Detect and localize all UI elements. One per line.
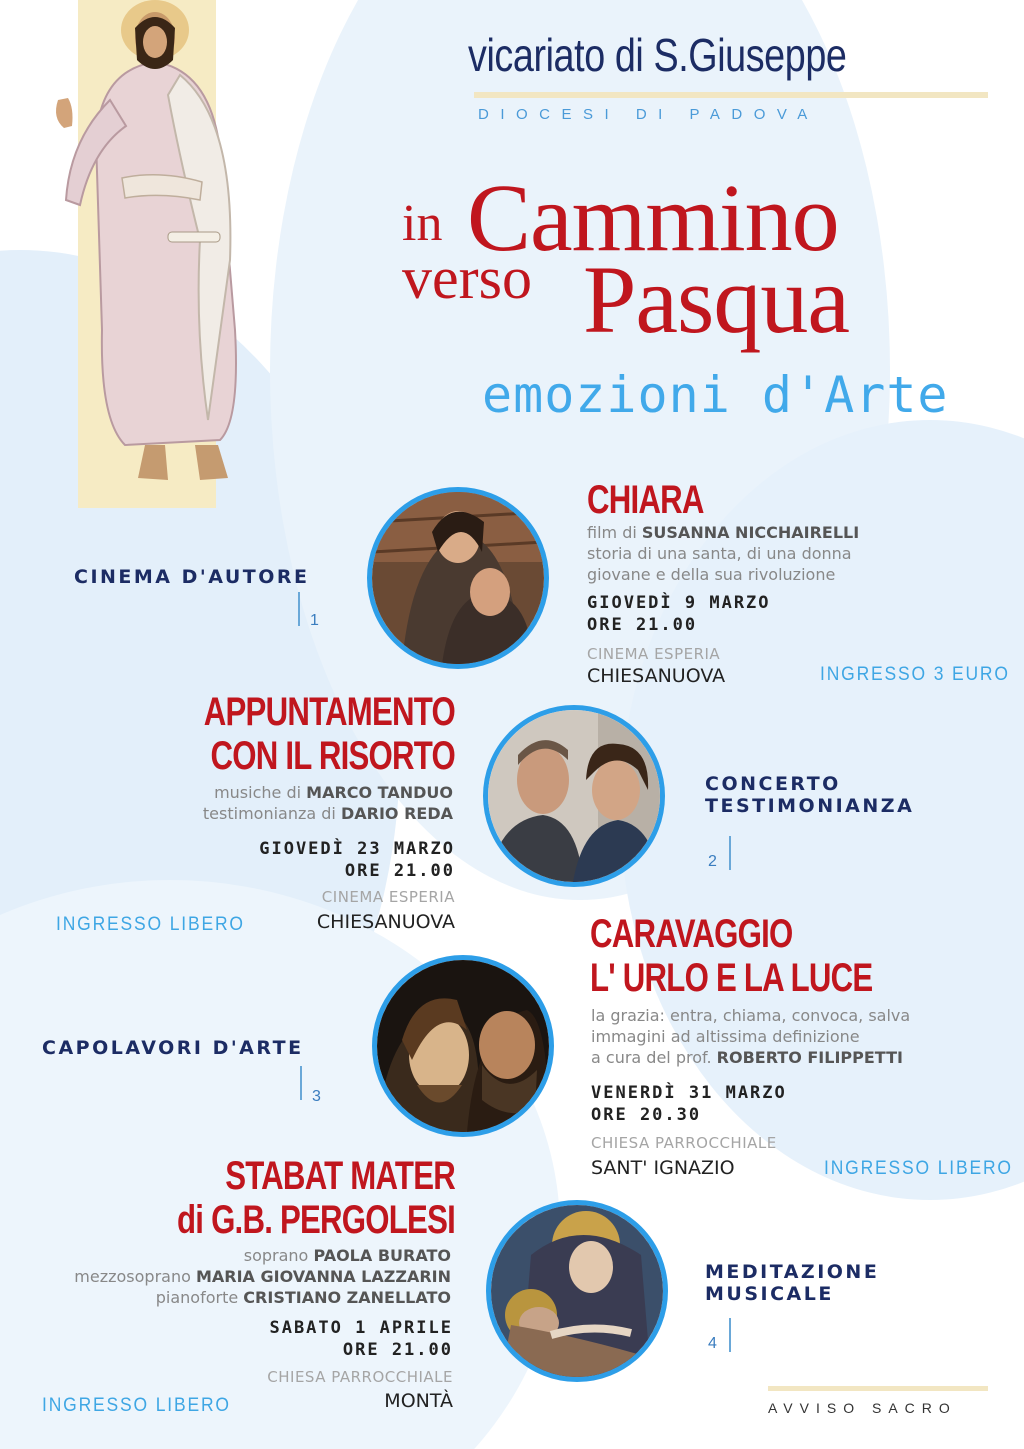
event-4-title-1: STABAT MATER: [225, 1154, 455, 1198]
hero-word-cammino: Cammino: [467, 164, 839, 271]
event-4-desc-1: [0, 1245, 451, 1266]
event-2-musician: MARCO TANDUO: [306, 783, 453, 802]
event-1-desc-3: giovane e della sua rivoluzione: [587, 565, 836, 584]
event-2-photo: [483, 705, 665, 887]
footer-label: AVVISO SACRO: [768, 1400, 957, 1416]
event-1-number: 1: [310, 612, 319, 629]
event-4-date: SABATO 1 APRILE: [269, 1318, 453, 1338]
event-3-date: VENERDÌ 31 MARZO: [591, 1083, 787, 1103]
event-1-category: CINEMA D'AUTORE: [74, 566, 310, 588]
footer-rule: [768, 1386, 988, 1391]
event-4-mezzosoprano: MARIA GIOVANNA LAZZARIN: [195, 1267, 451, 1286]
event-3-time: ORE 20.30: [591, 1105, 702, 1125]
event-3-photo: [372, 955, 554, 1137]
event-1-venue: CHIESANUOVA: [587, 665, 726, 687]
event-3-entry: INGRESSO LIBERO: [824, 1158, 1013, 1179]
event-2-category-2: TESTIMONIANZA: [705, 795, 915, 817]
event-2-time: ORE 21.00: [344, 861, 455, 881]
event-2-venue: CHIESANUOVA: [316, 911, 455, 933]
event-1-venue-type: CINEMA ESPERIA: [587, 645, 721, 663]
event-2-date: GIOVEDÌ 23 MARZO: [259, 839, 455, 859]
event-4-venue: MONTÀ: [384, 1390, 453, 1412]
event-2-witness: DARIO REDA: [340, 804, 453, 823]
event-1-desc-1: [587, 522, 859, 543]
hero-tagline: emozioni d'Arte: [482, 366, 949, 424]
event-1-date: GIOVEDÌ 9 MARZO: [587, 593, 771, 613]
event-2-divider: [729, 836, 731, 870]
event-3-desc-2: immagini ad altissima definizione: [591, 1027, 860, 1046]
event-4-category-1: MEDITAZIONE: [705, 1261, 880, 1283]
event-2-title-2: CON IL RISORTO: [210, 734, 455, 778]
event-4-desc-3: [0, 1287, 451, 1308]
header-subtitle: DIOCESI DI PADOVA: [478, 106, 819, 123]
event-1-divider: [298, 592, 300, 626]
header-title: vicariato di S.Giuseppe: [468, 29, 847, 81]
event-1-director: SUSANNA NICCHAIRELLI: [641, 523, 860, 542]
event-3-venue-type: CHIESA PARROCCHIALE: [591, 1134, 777, 1152]
event-4-entry: INGRESSO LIBERO: [42, 1395, 231, 1416]
hero-word-in: in: [402, 195, 443, 252]
event-4-desc-1-pre: soprano: [243, 1246, 314, 1265]
event-4-venue-type: CHIESA PARROCCHIALE: [267, 1368, 453, 1386]
event-3-desc-3-pre: a cura del prof.: [591, 1048, 717, 1067]
event-4-desc-2-pre: mezzosoprano: [74, 1267, 196, 1286]
event-3-title-2: L' URLO E LA LUCE: [590, 956, 873, 1000]
event-1-title: CHIARA: [587, 478, 704, 522]
event-1-time: ORE 21.00: [587, 615, 698, 635]
event-3-divider: [300, 1066, 302, 1100]
header-rule: [474, 92, 988, 98]
hero-word-pasqua: Pasqua: [583, 246, 849, 353]
event-2-category-1: CONCERTO: [705, 773, 841, 795]
event-2-title-1: APPUNTAMENTO: [203, 690, 455, 734]
event-1-photo: [367, 487, 549, 669]
event-2-entry: INGRESSO LIBERO: [56, 914, 245, 935]
event-2-desc-1-pre: musiche di: [214, 783, 307, 802]
event-4-time: ORE 21.00: [342, 1340, 453, 1360]
event-3-category: CAPOLAVORI D'ARTE: [42, 1037, 304, 1059]
event-4-soprano: PAOLA BURATO: [313, 1246, 451, 1265]
event-3-desc-3: [591, 1047, 903, 1068]
event-4-divider: [729, 1318, 731, 1352]
event-2-desc-2: [0, 803, 453, 824]
event-4-photo: [486, 1200, 668, 1382]
hero-word-verso: verso: [402, 245, 532, 311]
event-4-desc-3-pre: pianoforte: [155, 1288, 244, 1307]
event-3-number: 3: [312, 1088, 321, 1105]
event-2-desc-1: [0, 782, 453, 803]
christ-figure-icon: [30, 0, 260, 495]
event-1-desc-2: storia di una santa, di una donna: [587, 544, 852, 563]
event-2-venue-type: CINEMA ESPERIA: [321, 888, 455, 906]
event-1-desc-1-pre: film di: [587, 523, 642, 542]
event-4-number: 4: [708, 1335, 717, 1352]
event-4-title-2: di G.B. PERGOLESI: [177, 1198, 455, 1242]
event-2-number: 2: [708, 853, 717, 870]
event-1-entry: INGRESSO 3 EURO: [820, 664, 1010, 685]
event-3-desc-1: la grazia: entra, chiama, convoca, salva: [591, 1006, 911, 1025]
event-4-pianist: CRISTIANO ZANELLATO: [243, 1288, 451, 1307]
event-4-category-2: MUSICALE: [705, 1283, 834, 1305]
event-3-venue: SANT' IGNAZIO: [591, 1157, 735, 1179]
event-4-desc-2: [0, 1266, 451, 1287]
event-2-desc-2-pre: testimonianza di: [202, 804, 341, 823]
event-3-title-1: CARAVAGGIO: [590, 912, 793, 956]
event-3-curator: ROBERTO FILIPPETTI: [716, 1048, 903, 1067]
